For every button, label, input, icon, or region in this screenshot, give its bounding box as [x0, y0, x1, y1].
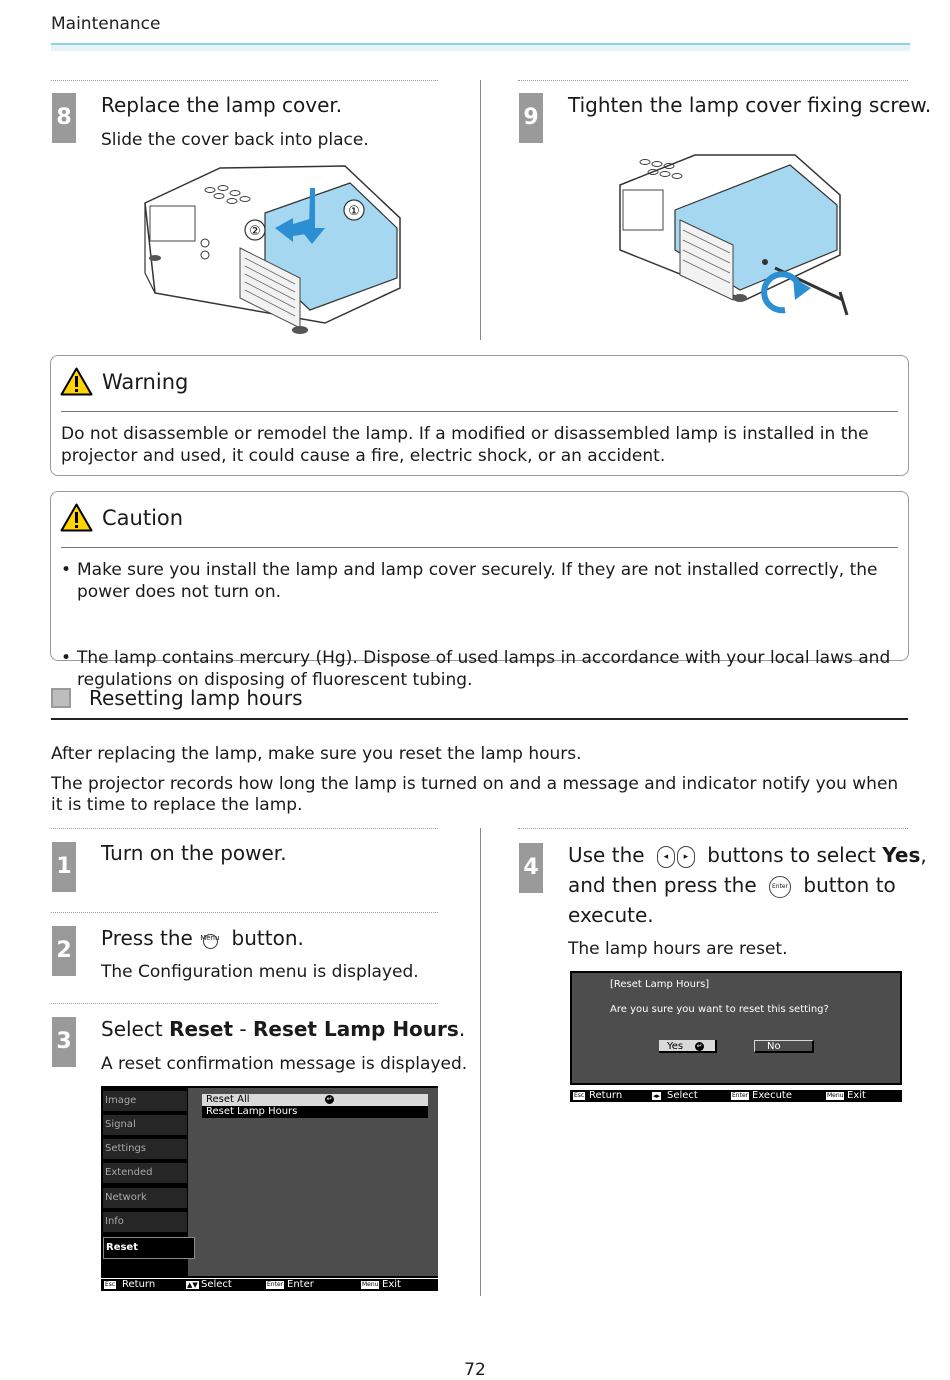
footer-exit: Exit — [847, 1090, 866, 1101]
menu-item-image[interactable]: Image — [103, 1091, 187, 1111]
step-number: 1 — [52, 842, 76, 892]
step-text: buttons to select — [707, 843, 876, 867]
footer-exit: Exit — [382, 1279, 401, 1290]
option-yes-label: Yes — [882, 843, 921, 867]
divider — [51, 80, 438, 81]
menu-item-info[interactable]: Info — [103, 1212, 187, 1232]
divider — [51, 1003, 438, 1004]
enter-button-icon: Enter — [769, 876, 791, 898]
paragraph: The projector records how long the lamp is turned on and a message and indicator notify you when it is time to replace the lamp. — [51, 774, 899, 815]
step-text: Use the — [568, 843, 645, 867]
no-button[interactable]: No — [754, 1040, 814, 1053]
footer-enter: Enter — [287, 1279, 314, 1290]
column-divider — [480, 828, 481, 1296]
projector-cover-illustration — [135, 158, 410, 338]
caution-bullet: • The lamp contains mercury (Hg). Dispose of used lamps in accordance with your local laws and regulations on disposing of fluorescent tubing. — [61, 647, 907, 691]
step-subtext: Slide the cover back into place. — [101, 130, 369, 150]
divider — [518, 828, 908, 829]
enter-icon: ↵ — [326, 1095, 333, 1103]
caution-rule — [61, 547, 898, 548]
menu-path-separator: - — [239, 1017, 247, 1041]
reset-dialog-screen — [570, 971, 902, 1085]
updown-key-icon: ▲▼ — [187, 1281, 198, 1289]
step-title-pre: Press the — [101, 926, 193, 950]
step-title-line1 — [568, 840, 927, 870]
dialog-title: [Reset Lamp Hours] — [610, 979, 710, 990]
menu-item-settings[interactable]: Settings — [103, 1139, 187, 1159]
warning-heading: Warning — [102, 370, 189, 394]
footer-select: Select — [201, 1279, 232, 1290]
step-title-line3: execute. — [568, 903, 654, 927]
step-title: Tighten the lamp cover fixing screw. — [568, 93, 932, 117]
footer-select: Select — [667, 1090, 698, 1101]
dialog-question: Are you sure you want to reset this setting? — [610, 1004, 829, 1015]
step-title-post: button. — [231, 926, 304, 950]
menu-button-icon — [199, 929, 225, 951]
caution-icon — [60, 503, 93, 532]
divider — [518, 80, 908, 81]
caution-bullet: • Make sure you install the lamp and lamp cover securely. If they are not installed correctly, the power does not turn on. — [61, 559, 907, 603]
footer-execute: Execute — [752, 1090, 792, 1101]
step-subtext: A reset confirmation message is displayed. — [101, 1054, 468, 1074]
section-square-icon — [51, 688, 71, 708]
callout-2: ② — [249, 224, 261, 239]
right-arrow-button-icon: ▸ — [677, 846, 695, 868]
step-title: Replace the lamp cover. — [101, 93, 343, 117]
step-title — [101, 1014, 465, 1044]
menu-item-extended[interactable]: Extended — [103, 1163, 187, 1183]
esc-key-icon: Esc — [574, 1092, 585, 1099]
step-number: 3 — [52, 1017, 76, 1067]
esc-key-icon: Esc — [105, 1281, 116, 1288]
step-text: and then press the — [568, 873, 757, 897]
leftright-key-icon: ◂▸ — [653, 1092, 661, 1100]
menu-path-reset-lamp-hours: Reset Lamp Hours — [253, 1017, 459, 1041]
step-title: Turn on the power. — [101, 841, 287, 865]
footer-return: Return — [589, 1090, 623, 1101]
warning-icon — [60, 367, 93, 396]
reset-dialog-footer — [570, 1090, 902, 1102]
step-number: 4 — [519, 843, 543, 893]
section-heading: Resetting lamp hours — [89, 686, 303, 710]
menu-key-icon: Menu — [362, 1281, 379, 1288]
page-number: 72 — [464, 1360, 486, 1380]
footer-return: Return — [122, 1279, 156, 1290]
section-title: Maintenance — [51, 14, 161, 34]
warning-rule — [61, 411, 898, 412]
period: . — [458, 1017, 466, 1041]
menu-item-network[interactable]: Network — [103, 1188, 187, 1208]
divider — [51, 912, 438, 913]
column-divider — [480, 80, 481, 340]
step-number: 2 — [52, 926, 76, 976]
menu-item-signal[interactable]: Signal — [103, 1115, 187, 1135]
step-title-pre: Select — [101, 1017, 163, 1041]
enter-key-icon: Enter — [267, 1281, 284, 1288]
menu-key-icon: Menu — [827, 1092, 844, 1099]
callout-1: ① — [348, 204, 360, 219]
option-reset-lamp-hours[interactable]: Reset Lamp Hours — [202, 1106, 428, 1118]
config-menu-screen — [101, 1086, 438, 1278]
step-subtext: The Configuration menu is displayed. — [101, 962, 419, 982]
projector-screw-illustration — [615, 150, 855, 330]
paragraph: After replacing the lamp, make sure you reset the lamp hours. — [51, 744, 582, 764]
menu-item-reset[interactable]: Reset — [103, 1237, 195, 1259]
step-number: 8 — [52, 93, 76, 143]
step-title-line2 — [568, 870, 896, 900]
option-reset-all[interactable] — [202, 1094, 428, 1106]
warning-text: Do not disassemble or remodel the lamp. If a modified or disassembled lamp is installed in the projector and used, it could cause a fire, electric shock, or an accident. — [61, 424, 869, 466]
section-rule — [51, 718, 908, 720]
caution-heading: Caution — [102, 506, 184, 530]
yes-label: Yes — [667, 1041, 684, 1052]
enter-key-icon: Enter — [732, 1092, 749, 1099]
option-label: Reset All — [206, 1094, 250, 1105]
divider — [51, 828, 438, 829]
yes-button[interactable] — [659, 1040, 717, 1053]
header-band — [51, 45, 910, 51]
step-subtext: The lamp hours are reset. — [568, 939, 788, 959]
menu-icon-label: Menu — [200, 933, 220, 942]
left-arrow-button-icon: ◂ — [657, 846, 675, 868]
step-text: button to — [803, 873, 896, 897]
step-title — [101, 923, 304, 953]
menu-path-reset: Reset — [169, 1017, 234, 1041]
step-number: 9 — [519, 93, 543, 143]
enter-icon: ↵ — [696, 1042, 703, 1050]
step-text: , — [920, 843, 927, 867]
config-menu-footer — [101, 1279, 438, 1291]
